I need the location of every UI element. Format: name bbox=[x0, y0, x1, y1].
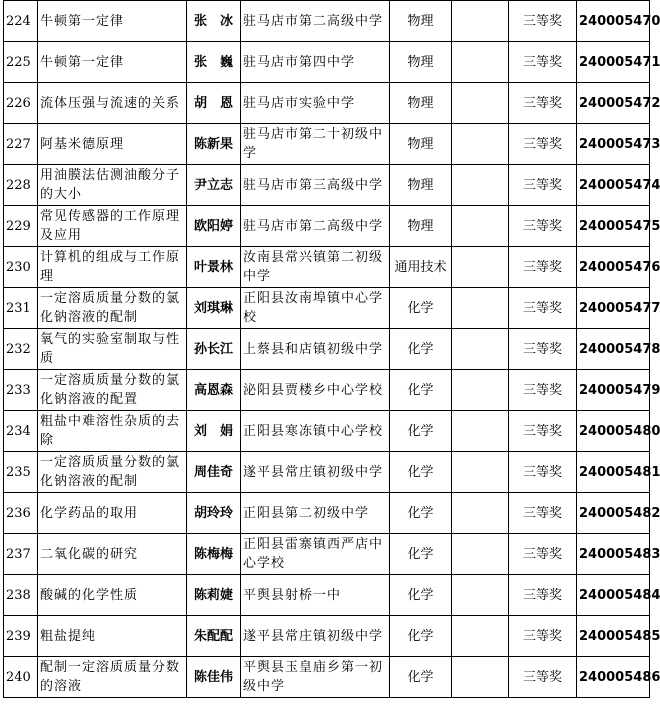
blank-cell bbox=[452, 370, 509, 411]
row-number: 238 bbox=[4, 575, 38, 616]
certificate-number: 240005477 bbox=[577, 288, 650, 329]
table-row bbox=[4, 329, 650, 370]
blank-cell bbox=[452, 288, 509, 329]
table-row bbox=[4, 411, 650, 452]
award-level: 三等奖 bbox=[509, 1, 577, 42]
table-row bbox=[4, 370, 650, 411]
project-title: 一定溶质质量分数的氯化钠溶液的配制 bbox=[38, 288, 187, 329]
person-name: 刘琪琳 bbox=[187, 288, 241, 329]
row-number: 224 bbox=[4, 1, 38, 42]
certificate-number: 240005485 bbox=[577, 616, 650, 657]
award-level: 三等奖 bbox=[509, 411, 577, 452]
school-name: 驻马店市第三高级中学 bbox=[241, 165, 390, 206]
certificate-number: 240005483 bbox=[577, 534, 650, 575]
person-name: 欧阳婷 bbox=[187, 206, 241, 247]
award-level: 三等奖 bbox=[509, 124, 577, 165]
row-number: 234 bbox=[4, 411, 38, 452]
table-row bbox=[4, 288, 650, 329]
award-level: 三等奖 bbox=[509, 329, 577, 370]
table-row bbox=[4, 42, 650, 83]
certificate-number: 240005484 bbox=[577, 575, 650, 616]
person-name: 孙长江 bbox=[187, 329, 241, 370]
blank-cell bbox=[452, 616, 509, 657]
award-level: 三等奖 bbox=[509, 247, 577, 288]
project-title: 一定溶质质量分数的氯化钠溶液的配制 bbox=[38, 452, 187, 493]
table-row bbox=[4, 534, 650, 575]
project-title: 化学药品的取用 bbox=[38, 493, 187, 534]
school-name: 驻马店市实验中学 bbox=[241, 83, 390, 124]
subject: 物理 bbox=[390, 83, 452, 124]
subject: 化学 bbox=[390, 575, 452, 616]
table-row bbox=[4, 83, 650, 124]
subject: 通用技术 bbox=[390, 247, 452, 288]
blank-cell bbox=[452, 657, 509, 698]
school-name: 正阳县汝南埠镇中心学校 bbox=[241, 288, 390, 329]
blank-cell bbox=[452, 493, 509, 534]
certificate-number: 240005471 bbox=[577, 42, 650, 83]
table-row bbox=[4, 124, 650, 165]
award-level: 三等奖 bbox=[509, 616, 577, 657]
blank-cell bbox=[452, 206, 509, 247]
project-title: 粗盐中难溶性杂质的去除 bbox=[38, 411, 187, 452]
table-row bbox=[4, 575, 650, 616]
subject: 物理 bbox=[390, 42, 452, 83]
school-name: 平舆县玉皇庙乡第一初级中学 bbox=[241, 657, 390, 698]
award-table-body bbox=[4, 1, 660, 698]
award-level: 三等奖 bbox=[509, 452, 577, 493]
table-row bbox=[4, 165, 650, 206]
subject: 化学 bbox=[390, 370, 452, 411]
certificate-number: 240005478 bbox=[577, 329, 650, 370]
project-title: 流体压强与流速的关系 bbox=[38, 83, 187, 124]
school-name: 平舆县射桥一中 bbox=[241, 575, 390, 616]
certificate-number: 240005476 bbox=[577, 247, 650, 288]
certificate-number: 240005470 bbox=[577, 1, 650, 42]
subject: 化学 bbox=[390, 657, 452, 698]
table-row bbox=[4, 206, 650, 247]
project-title: 牛顿第一定律 bbox=[38, 42, 187, 83]
award-level: 三等奖 bbox=[509, 657, 577, 698]
blank-cell bbox=[452, 165, 509, 206]
school-name: 驻马店市第二高级中学 bbox=[241, 206, 390, 247]
row-number: 228 bbox=[4, 165, 38, 206]
project-title: 用油膜法估测油酸分子的大小 bbox=[38, 165, 187, 206]
school-name: 正阳县第二初级中学 bbox=[241, 493, 390, 534]
person-name: 陈新果 bbox=[187, 124, 241, 165]
award-level: 三等奖 bbox=[509, 575, 577, 616]
person-name: 张 巍 bbox=[187, 42, 241, 83]
subject: 物理 bbox=[390, 124, 452, 165]
row-number: 239 bbox=[4, 616, 38, 657]
project-title: 计算机的组成与工作原理 bbox=[38, 247, 187, 288]
project-title: 粗盐提纯 bbox=[38, 616, 187, 657]
person-name: 刘 娟 bbox=[187, 411, 241, 452]
award-level: 三等奖 bbox=[509, 83, 577, 124]
subject: 化学 bbox=[390, 288, 452, 329]
blank-cell bbox=[452, 247, 509, 288]
project-title: 氧气的实验室制取与性质 bbox=[38, 329, 187, 370]
subject: 物理 bbox=[390, 1, 452, 42]
award-level: 三等奖 bbox=[509, 206, 577, 247]
person-name: 叶景林 bbox=[187, 247, 241, 288]
certificate-number: 240005472 bbox=[577, 83, 650, 124]
person-name: 胡 恩 bbox=[187, 83, 241, 124]
row-number: 229 bbox=[4, 206, 38, 247]
person-name: 陈莉婕 bbox=[187, 575, 241, 616]
school-name: 汝南县常兴镇第二初级中学 bbox=[241, 247, 390, 288]
row-number: 227 bbox=[4, 124, 38, 165]
row-number: 240 bbox=[4, 657, 38, 698]
person-name: 陈佳伟 bbox=[187, 657, 241, 698]
project-title: 常见传感器的工作原理及应用 bbox=[38, 206, 187, 247]
certificate-number: 240005480 bbox=[577, 411, 650, 452]
school-name: 驻马店市第二高级中学 bbox=[241, 1, 390, 42]
table-row bbox=[4, 657, 650, 698]
project-title: 酸碱的化学性质 bbox=[38, 575, 187, 616]
blank-cell bbox=[452, 411, 509, 452]
subject: 化学 bbox=[390, 493, 452, 534]
certificate-number: 240005474 bbox=[577, 165, 650, 206]
certificate-number: 240005479 bbox=[577, 370, 650, 411]
certificate-number: 240005486 bbox=[577, 657, 650, 698]
subject: 化学 bbox=[390, 616, 452, 657]
project-title: 配制一定溶质质量分数的溶液 bbox=[38, 657, 187, 698]
award-level: 三等奖 bbox=[509, 370, 577, 411]
project-title: 牛顿第一定律 bbox=[38, 1, 187, 42]
award-level: 三等奖 bbox=[509, 42, 577, 83]
row-number: 225 bbox=[4, 42, 38, 83]
row-number: 231 bbox=[4, 288, 38, 329]
school-name: 正阳县寒冻镇中心学校 bbox=[241, 411, 390, 452]
certificate-number: 240005475 bbox=[577, 206, 650, 247]
certificate-number: 240005481 bbox=[577, 452, 650, 493]
subject: 物理 bbox=[390, 206, 452, 247]
person-name: 高恩森 bbox=[187, 370, 241, 411]
award-table-container bbox=[3, 0, 660, 698]
school-name: 驻马店市第二十初级中学 bbox=[241, 124, 390, 165]
award-table bbox=[3, 0, 660, 698]
school-name: 泌阳县贾楼乡中心学校 bbox=[241, 370, 390, 411]
person-name: 胡玲玲 bbox=[187, 493, 241, 534]
project-title: 阿基米德原理 bbox=[38, 124, 187, 165]
row-number: 232 bbox=[4, 329, 38, 370]
blank-cell bbox=[452, 452, 509, 493]
blank-cell bbox=[452, 83, 509, 124]
award-level: 三等奖 bbox=[509, 288, 577, 329]
subject: 化学 bbox=[390, 329, 452, 370]
school-name: 遂平县常庄镇初级中学 bbox=[241, 452, 390, 493]
certificate-number: 240005473 bbox=[577, 124, 650, 165]
subject: 化学 bbox=[390, 534, 452, 575]
table-row bbox=[4, 452, 650, 493]
row-number: 235 bbox=[4, 452, 38, 493]
blank-cell bbox=[452, 42, 509, 83]
person-name: 陈梅梅 bbox=[187, 534, 241, 575]
school-name: 驻马店市第四中学 bbox=[241, 42, 390, 83]
blank-cell bbox=[452, 1, 509, 42]
project-title: 一定溶质质量分数的氯化钠溶液的配置 bbox=[38, 370, 187, 411]
person-name: 周佳奇 bbox=[187, 452, 241, 493]
person-name: 张 冰 bbox=[187, 1, 241, 42]
row-number: 226 bbox=[4, 83, 38, 124]
table-row bbox=[4, 493, 650, 534]
subject: 物理 bbox=[390, 165, 452, 206]
row-number: 237 bbox=[4, 534, 38, 575]
school-name: 正阳县雷寨镇西严店中心学校 bbox=[241, 534, 390, 575]
award-level: 三等奖 bbox=[509, 165, 577, 206]
table-row bbox=[4, 616, 650, 657]
blank-cell bbox=[452, 534, 509, 575]
table-row bbox=[4, 247, 650, 288]
row-number: 230 bbox=[4, 247, 38, 288]
blank-cell bbox=[452, 329, 509, 370]
certificate-number: 240005482 bbox=[577, 493, 650, 534]
row-number: 233 bbox=[4, 370, 38, 411]
school-name: 上蔡县和店镇初级中学 bbox=[241, 329, 390, 370]
blank-cell bbox=[452, 575, 509, 616]
subject: 化学 bbox=[390, 452, 452, 493]
project-title: 二氧化碳的研究 bbox=[38, 534, 187, 575]
school-name: 遂平县常庄镇初级中学 bbox=[241, 616, 390, 657]
blank-cell bbox=[452, 124, 509, 165]
award-level: 三等奖 bbox=[509, 534, 577, 575]
subject: 化学 bbox=[390, 411, 452, 452]
award-level: 三等奖 bbox=[509, 493, 577, 534]
person-name: 朱配配 bbox=[187, 616, 241, 657]
person-name: 尹立志 bbox=[187, 165, 241, 206]
table-row bbox=[4, 1, 650, 42]
row-number: 236 bbox=[4, 493, 38, 534]
